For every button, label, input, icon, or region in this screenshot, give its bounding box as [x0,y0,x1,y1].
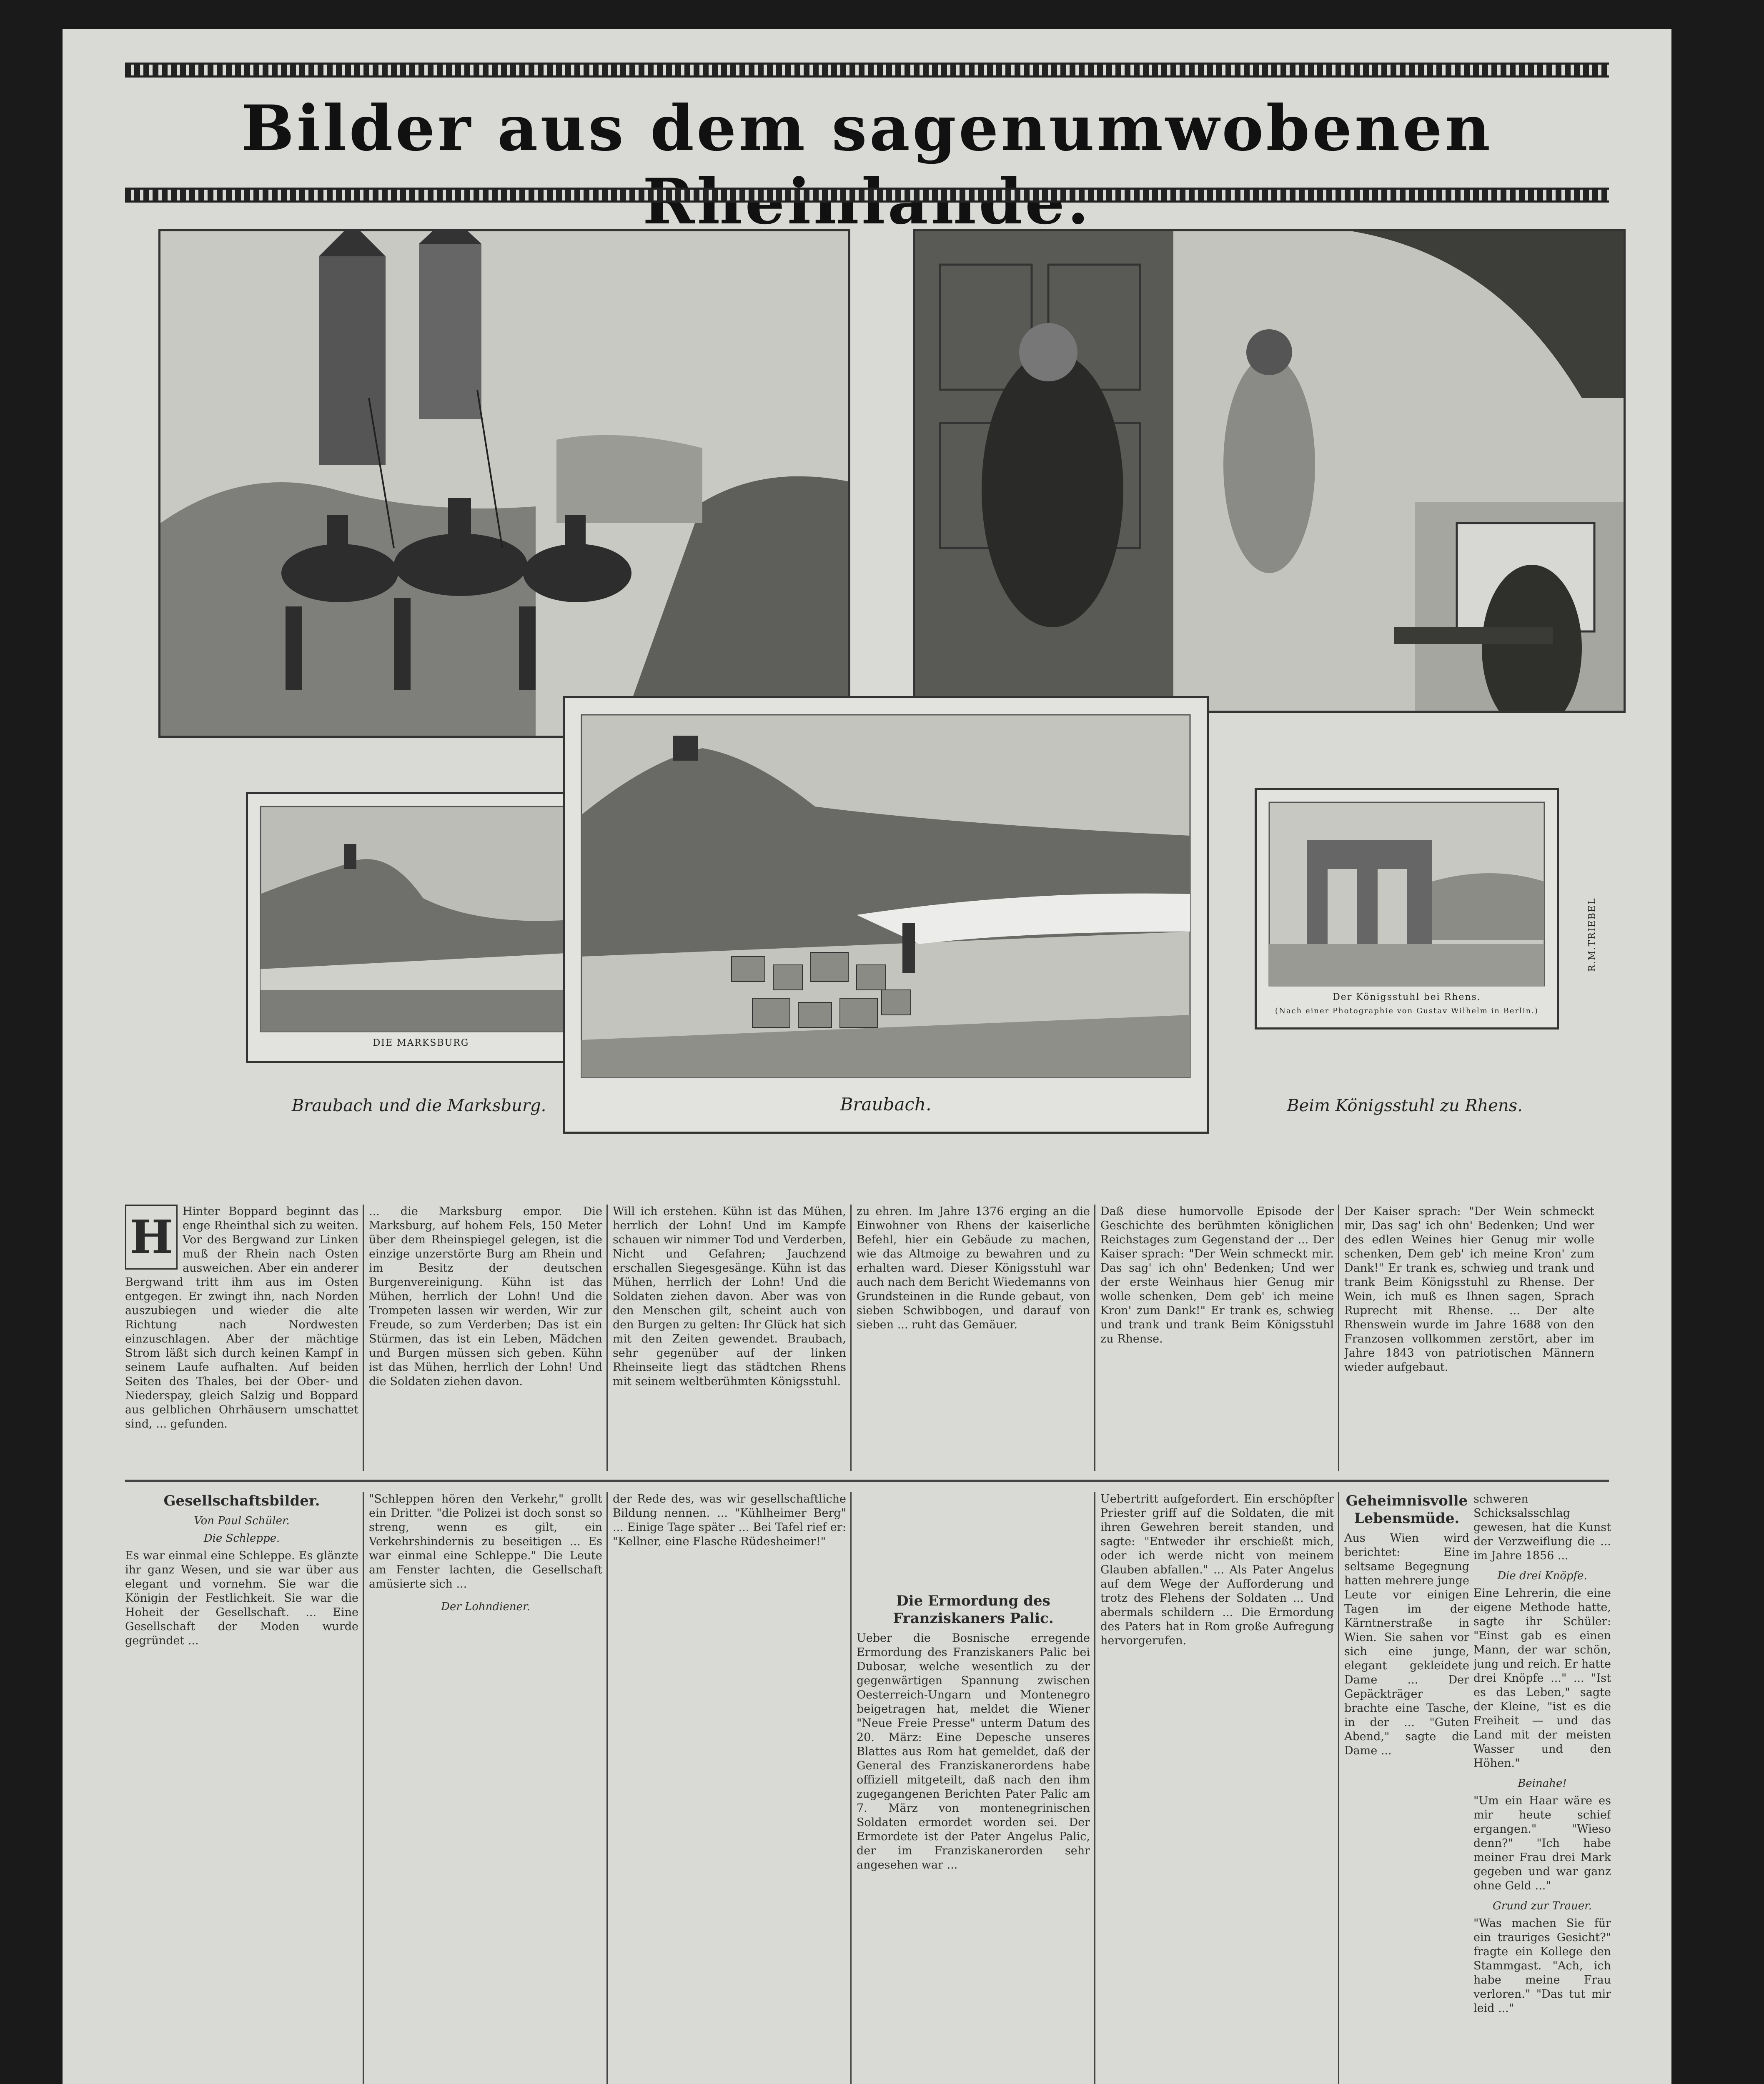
anecdotes-column [1473,1492,1611,2084]
lebensmuede-article [1344,1492,1469,2084]
article-col-1: H Hinter Boppard beginnt das enge Rheinthal sich zu weiten. Vor des Bergwand zur Linken muß der Rhein nach Osten ausweichen. Aber ein anderer Bergwand tritt ihm aus im Osten entgegen. Er zwingt ihn, nach Norden auszubiegen und wieder die alte Richtung nach Nordwesten einzuschlagen. Aber der mächtige Strom läßt sich durch keinen Kampf in seinem Laufe aufhalten. Auf beiden Seiten des Thales, bei der Ober- und Niederspay, gleich Salzig und Boppard aus gelblichen Ohrhäusern umschattet sind, ... gefunden. [125,1205,358,1430]
anecdote-text: "Was machen Sie für ein trauriges Gesicht?" fragte ein Kollege den Stammgast. "Ach, ich habe meine Frau verloren." "Das tut mir leid ..." [1473,1917,1611,2015]
palic-continued: Uebertritt aufgefordert. Ein erschöpfter Priester griff auf die Soldaten, die mit ihren Gewehren bereit standen, und sagte: "Entweder ihr erschießt mich, oder ich werde nicht von meinem Glauben abfallen." ... Als Pater Angelus auf dem Wege der Aufforderung und trotz des Flehens der Soldaten ... Und abermals schildern ... Die Ermordung des Paters hat in Rom große Aufregung hervorgerufen. [1100,1493,1334,1647]
ornamental-rule-below-title [125,188,1609,203]
artist-signature: R.M.TRIEBEL [1587,897,1598,972]
tavern-illustration [913,229,1626,713]
column-rule [606,1205,608,1471]
column-rule [363,1205,364,1471]
feuilleton-column [125,1492,358,2084]
section-heading: Der Lohndiener. [441,1601,530,1613]
middle-column: der Rede des, was wir gesellschaftliche Bildung nennen. ... "Kühlheimer Berg" ... Einige Tage später ... Bei Tafel rief er: "Kellner, eine Flasche Rüdesheimer!" [613,1493,846,1548]
column-rule [1094,1492,1095,2084]
anecdote-text: Eine Lehrerin, die eine eigene Methode hatte, sagte ihr Schüler: "Einst gab es einen Mann, der war schön, jung und reich. Er hatte drei Knöpfe ..." ... "Ist es das Leben," sagte der Kleine, "ist es die Freiheit — und das Land mit der meisten Wasser und den Höhen." [1473,1587,1611,1770]
anecdote-heading: Beinahe! [1518,1777,1567,1790]
anecdote-text: schweren Schicksalsschlag gewesen, hat die Kunst der Verzweiflung die ... im Jahre 1856 ... [1473,1493,1611,1562]
section-heading: Die Schleppe. [203,1532,280,1545]
dropcap-initial: H [125,1205,178,1270]
article-col-3: Will ich erstehen. Kühn ist das Mühen, herrlich der Lohn! Und im Kampfe schauen wir nimmer Tod und Verderben, Nicht und Gefahren; Jauchzend erschallen Siegesgesänge. Kühn ist das Mühen, herrlich der Lohn! Und die Soldaten ziehen davon. Aber was von den Menschen gilt, scheint auch von den Burgen zu gelten: Ihr Glück hat sich mit den Zeiten gewendet. Braubach, sehr gegenüber auf der linken Rheinseite liegt das städtchen Rhens mit seinem weltberühmten Königsstuhl. [613,1205,846,1388]
column-rule [363,1492,364,2084]
article-col-6: Der Kaiser sprach: "Der Wein schmeckt mir, Das sag' ich ohn' Bedenken; Und wer des edlen Weines hier Genug mir wolle schenken, Dem geb' ich meine Kron' zum Dank!" Er trank es, schwieg und trank und trank Beim Königsstuhl zu Rhense. Der Wein, ich muß es Ihnen sagen, Sprach Ruprecht mit Rhense. ... Der alte Rhenswein wurde im Jahre 1688 von den Franzosen vollkommen zerstört, aber im Jahre 1843 von patriotischen Männern wieder aufgebaut. [1344,1205,1594,1374]
anecdote-heading: Grund zur Trauer. [1493,1900,1592,1912]
marksburg-inset-label: DIE MARKSBURG [373,1038,469,1048]
koenigsstuhl-inset-credit: (Nach einer Photographie von Gustav Wilhelm in Berlin.) [1275,1007,1538,1015]
marksburg-inset [246,792,596,1063]
palic-text: Ueber die Bosnische erregende Ermordung des Franziskaners Palic bei Dubosar, welche wesentlich zu der gegenwärtigen Spannung zwischen Oesterreich-Ungarn und Montenegro beigetragen hat, meldet die Wiener "Neue Freie Presse" unterm Datum des 20. März: Eine Depesche unseres Blattes aus Rom hat gemeldet, daß der General des Franziskanerordens habe offiziell mitgeteilt, daß nach den ihm zugegangenen Berichten Pater Palic am 7. März von montenegrinischen Soldaten ermordet worden sei. Der Ermordete ist der Pater Angelus Palic, der im Franziskanerorden sehr angesehen war ... [857,1632,1090,1871]
palic-title: Die Ermordung des Franziskaners Palic. [893,1593,1054,1627]
column-rule [850,1492,852,2084]
column-rule [850,1205,852,1471]
braubach-caption: Braubach. [840,1094,932,1115]
koenigsstuhl-inset [1255,788,1559,1029]
feuilleton-text-2: "Schleppen hören den Verkehr," grollt ein Dritter. "die Polizei ist doch sonst so streng, wenn es gilt, ein Verkehrshindernis zu beseitigen ... Es war einmal eine Schleppe." Die Leute am Fenster lachten, die Gesellschaft amüsierte sich ... [369,1493,602,1591]
palic-article [857,1492,1090,2084]
marksburg-caption: Braubach und die Marksburg. [291,1096,546,1115]
feuilleton-column-2 [369,1492,602,2084]
ornamental-rule-top [125,63,1609,78]
braubach-image [563,696,1209,1134]
lebensmuede-text: Aus Wien wird berichtet: Eine seltsame Begegnung hatten mehrere junge Leute vor einigen Tagen im der Kärntnerstraße in Wien. Sie sahen vor sich eine junge, elegant gekleidete Dame ... Der Gepäckträger brachte eine Tasche, in der ... "Guten Abend," sagte die Dame ... [1344,1532,1469,1757]
lebensmuede-title: Geheimnisvolle Lebensmüde. [1346,1493,1468,1527]
page-title: Bilder aus dem sagenumwobenen [241,92,1493,165]
article-col-5: Daß diese humorvolle Episode der Geschichte des berühmten königlichen Reichstages zum Gegenstand der ... Der Kaiser sprach: "Der Wein schmeckt mir. Das sag' ich ohn' Bedenken; Und wer der erste Weinhaus hier Genug mir wolle schenken, Dem geb' ich meine Kron' zum Dank!" Er trank es, schwieg und trank und trank Beim Königsstuhl zu Rhense. [1100,1205,1334,1345]
feuilleton-text: Es war einmal eine Schleppe. Es glänzte ihr ganz Wesen, und sie war über aus elegant und vornehm. Sie war die Königin der Festlichkeit. Sie war die Hoheit der Gesellschaft. ... Eine Gesellschaft der Moden wurde gegründet ... [125,1549,358,1647]
koenigsstuhl-caption: Beim Königsstuhl zu Rhens. [1287,1096,1523,1115]
column-rule [1094,1205,1095,1471]
newspaper-page [63,29,1671,2084]
article-col-2: ... die Marksburg empor. Die Marksburg, auf hohem Fels, 150 Meter über dem Rheinspiegel gelegen, ist die einzige unzerstörte Burg am Rhein und im Besitz der deutschen Burgenvereinigung. Kühn ist das Mühen, herrlich der Lohn! Und die Trompeten lassen wir werden, Wir zur Freude, so zum Verderben; Das ist ein Stürmen, das ist ein Leben, Mädchen und Burgen müssen sich geben. Kühn ist das Mühen, herrlich der Lohn! Und die Soldaten ziehen davon. [369,1205,602,1388]
anecdote-text: "Um ein Haar wäre es mir heute schief ergangen." "Wieso denn?" "Ich habe meiner Frau drei Mark gegeben und war ganz ohne Geld ..." [1473,1794,1611,1892]
anecdote-heading: Die drei Knöpfe. [1497,1570,1587,1582]
horizontal-rule [125,1480,1609,1482]
article-col-4: zu ehren. Im Jahre 1376 erging an die Einwohner von Rhens der kaiserliche Befehl, hier ein Gebäude zu machen, wie das Altmoige zu bewahren und zu erhalten ward. Dieser Königsstuhl war auch nach dem Bericht Wiedemanns von Grundsteinen in die Runde gebaut, von sieben Schwibbogen, und darauf von sieben ... ruht das Gemäuer. [857,1205,1090,1331]
feuilleton-author: Von Paul Schüler. [194,1515,290,1527]
column-rule [1338,1492,1339,2084]
knights-illustration [158,229,850,738]
column-rule [1338,1205,1339,1471]
koenigsstuhl-inset-label: Der Königsstuhl bei Rhens. [1333,992,1481,1002]
feuilleton-title: Gesellschaftsbilder. [163,1493,320,1509]
column-rule [606,1492,608,2084]
